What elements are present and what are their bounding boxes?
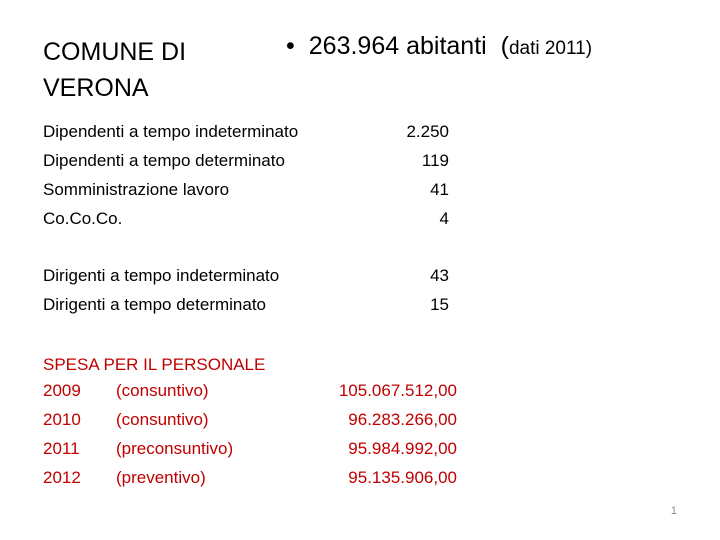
staff-label: Somministrazione lavoro [43,180,230,199]
population-note: dati 2011) [508,38,593,59]
manager-label: Dirigenti a tempo indeterminato [43,266,280,285]
manager-value: 15 [430,295,449,314]
page-title: COMUNE DI VERONA [43,38,187,102]
staff-row [43,174,449,206]
spending-year: 2010 [43,410,81,429]
staff-value: 4 [439,209,449,228]
spending-kind: (preventivo) [116,468,206,487]
spending-row [43,433,457,465]
staff-value: 2.250 [406,122,449,141]
spending-kind: (preconsuntivo) [116,439,234,458]
spending-year: 2009 [43,381,81,400]
staff-label: Dipendenti a tempo indeterminato [43,122,299,141]
spending-amount: 96.283.266,00 [348,410,457,429]
page-number: 1 [670,505,677,517]
staff-label: Co.Co.Co. [43,209,123,228]
staff-label: Dipendenti a tempo determinato [43,151,285,170]
spending-kind: (consuntivo) [116,381,209,400]
manager-value: 43 [430,266,449,285]
staff-row [43,203,449,235]
population-text: 263.964 abitanti [308,32,487,60]
spending-row [43,462,457,494]
spending-amount: 105.067.512,00 [338,381,457,400]
spending-row [43,404,457,436]
manager-label: Dirigenti a tempo determinato [43,295,267,314]
manager-row [43,260,449,292]
note-open-paren: ( [500,32,509,60]
staff-value: 41 [430,180,449,199]
spending-heading: SPESA PER IL PERSONALE [43,355,266,374]
spending-row [43,375,457,407]
staff-row [43,145,449,177]
bullet-icon: • [286,32,295,60]
spending-kind: (consuntivo) [116,410,209,429]
spending-amount: 95.984.992,00 [348,439,457,458]
staff-row [43,116,449,148]
headline [286,28,592,67]
staff-value: 119 [421,151,449,170]
spending-year: 2011 [43,439,80,458]
spending-amount: 95.135.906,00 [348,468,457,487]
spending-year: 2012 [43,468,81,487]
manager-row [43,289,449,321]
